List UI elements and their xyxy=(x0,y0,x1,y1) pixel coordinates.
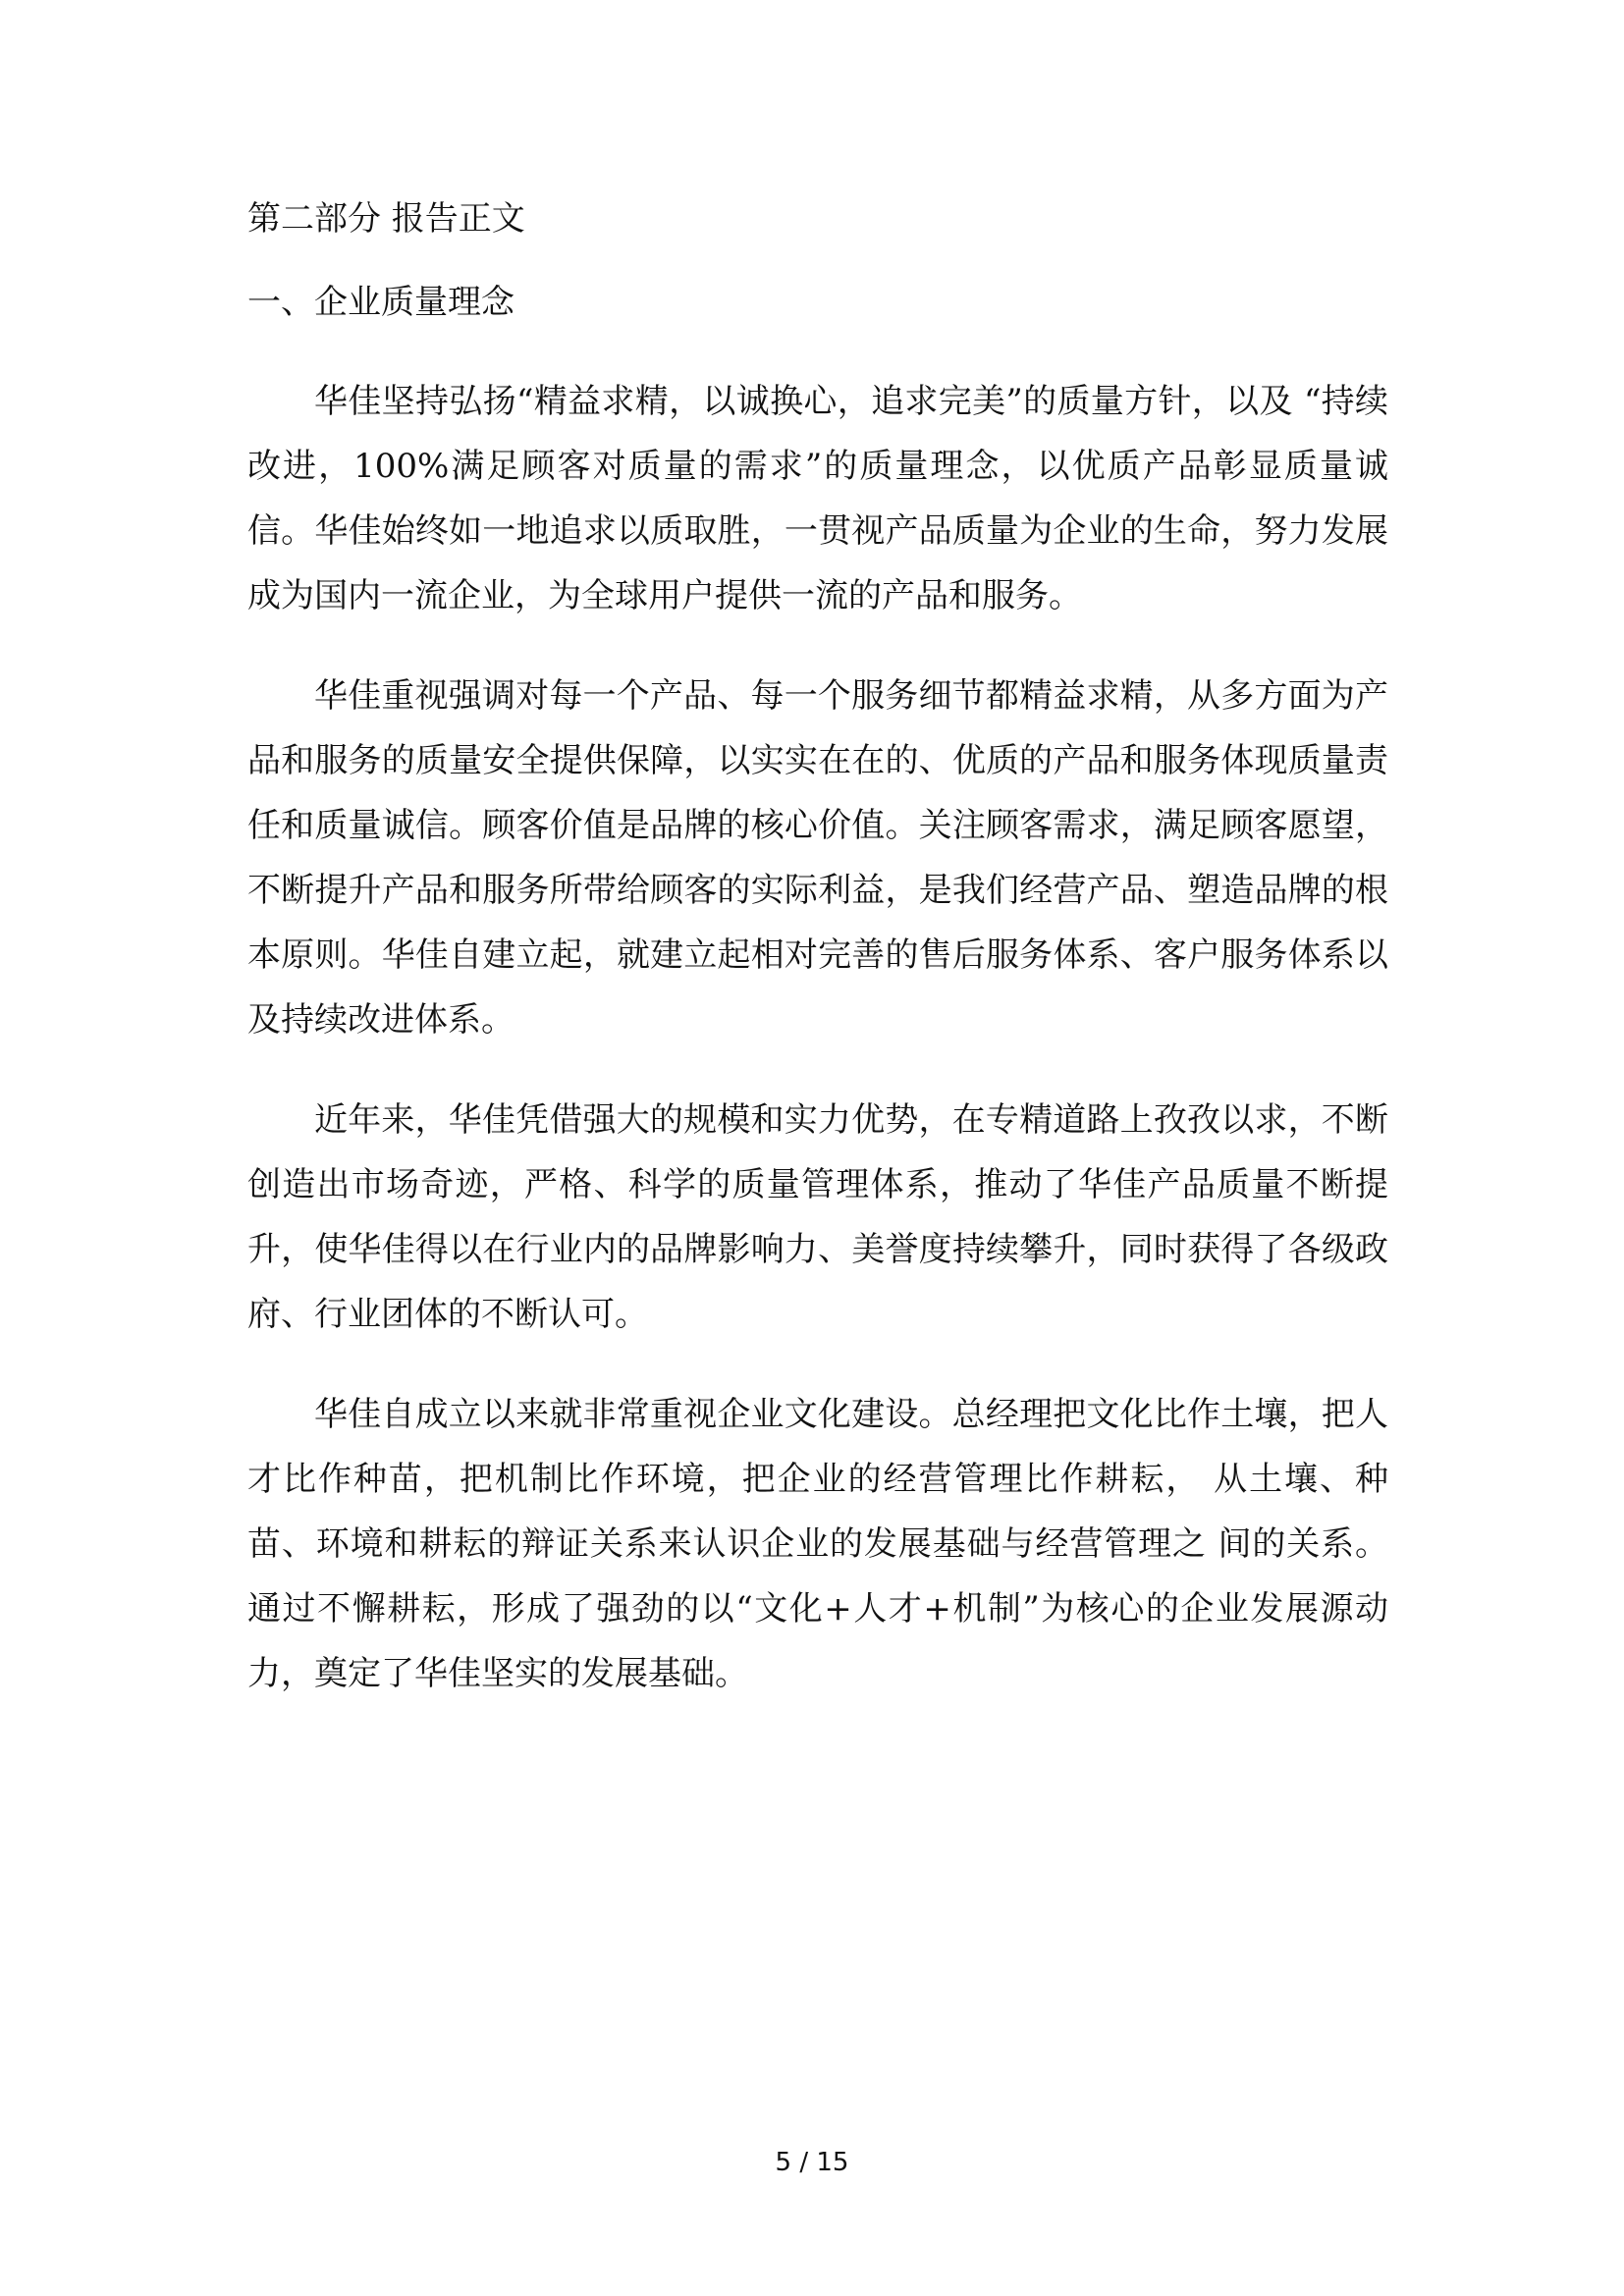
paragraph-market-development: 近年来，华佳凭借强大的规模和实力优势，在专精道路上孜孜以求，不断创造出市场奇迹，严格、科学的质量管理体系，推动了华佳产品质量不断提升，使华佳得以在行业内的品牌影响力、美誉度持续攀升，同时获得了各级政府、行业团体的不断认可。 xyxy=(247,1100,1388,1334)
paragraph-customer-value: 华佳重视强调对每一个产品、每一个服务细节都精益求精，从多方面为产品和服务的质量安全提供保障，以实实在在的、优质的产品和服务体现质量责任和质量诚信。顾客价值是品牌的核心价值。关注顾客需求，满足顾客愿望，不断提升产品和服务所带给顾客的实际利益，是我们经营产品、塑造品牌的根本原则。华佳自建立起，就建立起相对完善的售后服务体系、客户服务体系以及持续改进体系。 xyxy=(247,676,1388,1040)
page-number: 5 / 15 xyxy=(775,2148,849,2177)
part-heading: 第二部分 报告正文 xyxy=(247,199,525,239)
report-body xyxy=(247,369,1388,1741)
section-heading: 一、企业质量理念 xyxy=(247,283,514,322)
paragraph-quality-policy: 华佳坚持弘扬“精益求精，以诚换心，追求完美”的质量方针，以及 “持续改进，100%满足顾客对质量的需求”的质量理念，以优质产品彰显质量诚信。华佳始终如一地追求以质取胜，一贯视产品质量为企业的生命，努力发展成为国内一流企业，为全球用户提供一流的产品和服务。 xyxy=(247,382,1388,615)
paragraph-corporate-culture: 华佳自成立以来就非常重视企业文化建设。总经理把文化比作土壤，把人才比作种苗，把机制比作环境，把企业的经营管理比作耕耘， 从土壤、种苗、环境和耕耘的辩证关系来认识企业的发展基础与经营管理之 间的关系。通过不懈耕耘，形成了强劲的以“文化+人才+机制”为核心的企业发展源动力，奠定了华佳坚实的发展基础。 xyxy=(247,1395,1388,1693)
